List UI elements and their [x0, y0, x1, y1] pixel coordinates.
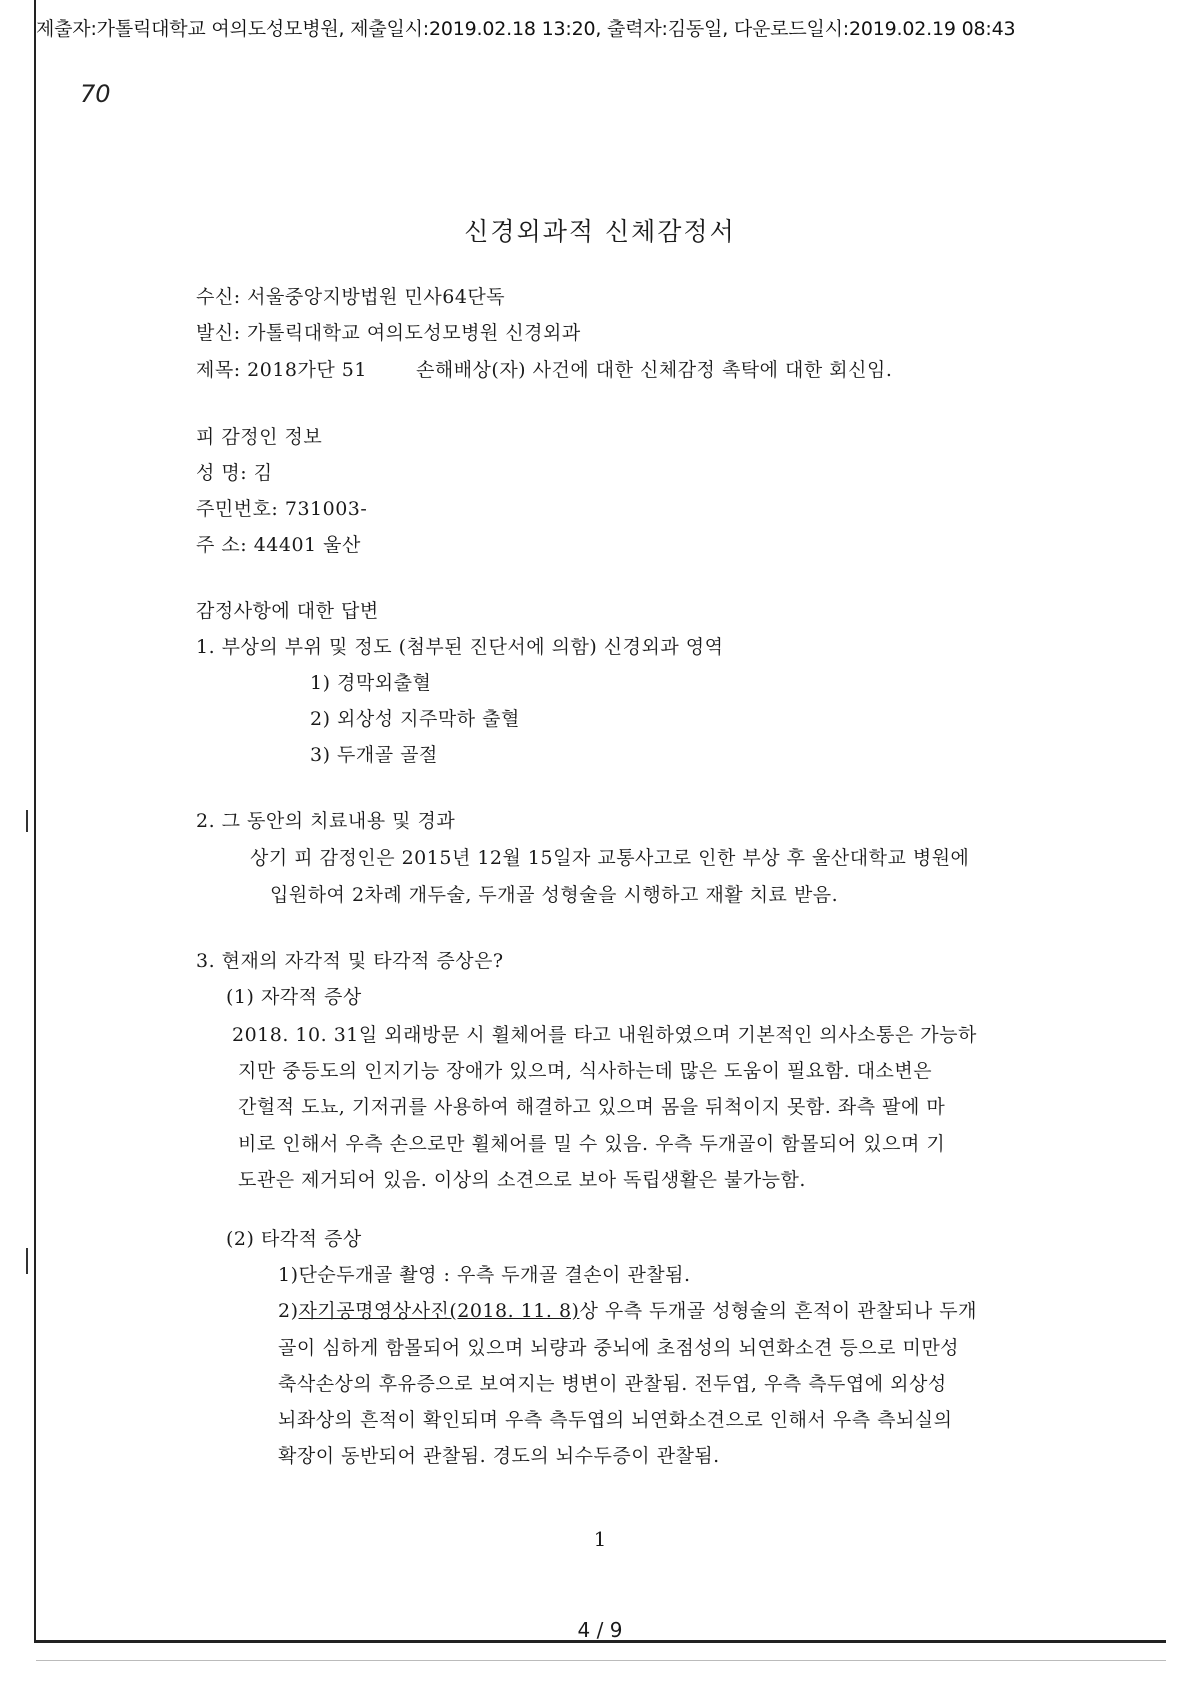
objective-mri-line: 축삭손상의 후유증으로 보여지는 병변이 관찰됨. 전두엽, 우측 측두엽에 외상성	[278, 1373, 947, 1395]
subjective-symptoms-line: 도관은 제거되어 있음. 이상의 소견으로 보아 독립생활은 불가능함.	[238, 1169, 806, 1191]
subjective-symptoms-line: 간헐적 도뇨, 기저귀를 사용하여 해결하고 있으며 몸을 뒤척이지 못함. 좌측 팔에 마	[238, 1096, 946, 1118]
margin-mark	[26, 810, 28, 832]
bottom-rule	[36, 1660, 1166, 1661]
subjective-symptoms-line: 비로 인해서 우측 손으로만 휠체어를 밀 수 있음. 우측 두개골이 함몰되어 있으며 기	[238, 1133, 946, 1155]
page-number: 1	[593, 1527, 607, 1551]
section1-item: 3) 두개골 골절	[310, 744, 438, 766]
document-title: 신경외과적 신체감정서	[464, 217, 736, 246]
id-number-line: 주민번호: 731003-	[196, 498, 368, 520]
subject-info-heading: 피 감정인 정보	[196, 426, 323, 448]
subject-line-prefix: 제목: 2018가단 51	[196, 359, 367, 381]
mri-date-reference: 자기공명영상사진(2018. 11. 8)	[298, 1300, 580, 1322]
objective-mri-line: 확장이 동반되어 관찰됨. 경도의 뇌수두증이 관찰됨.	[278, 1445, 720, 1467]
section2-line: 입원하여 2차례 개두술, 두개골 성형술을 시행하고 재활 치료 받음.	[270, 884, 839, 906]
section2-line: 상기 피 감정인은 2015년 12월 15일자 교통사고로 인한 부상 후 울산대학교 병원에	[250, 847, 970, 869]
handwritten-mark: 70	[80, 80, 111, 108]
section1-item: 1) 경막외출혈	[310, 672, 432, 694]
subjective-symptoms-line: 지만 중등도의 인지기능 장애가 있으며, 식사하는데 많은 도움이 필요함. 대소변은	[238, 1060, 933, 1082]
subject-line-suffix: 손해배상(자) 사건에 대한 신체감정 촉탁에 대한 회신임.	[416, 359, 893, 381]
subjective-symptoms-line: 2018. 10. 31일 외래방문 시 휠체어를 타고 내원하였으며 기본적인 의사소통은 가능하	[232, 1024, 977, 1046]
objective-item-xray: 1)단순두개골 촬영 : 우측 두개골 결손이 관찰됨.	[278, 1264, 691, 1286]
section2-heading: 2. 그 동안의 치료내용 및 경과	[196, 810, 456, 832]
objective-symptoms-heading: (2) 타각적 증상	[226, 1228, 362, 1250]
section1-heading: 1. 부상의 부위 및 정도 (첨부된 진단서에 의함) 신경외과 영역	[196, 636, 724, 658]
section1-item: 2) 외상성 지주막하 출혈	[310, 708, 520, 730]
section3-heading: 3. 현재의 자각적 및 타각적 증상은?	[196, 950, 504, 972]
name-line: 성 명: 김	[196, 462, 273, 484]
mri-item-number: 2)	[278, 1300, 299, 1322]
mri-item-text: 상 우측 두개골 성형술의 흔적이 관찰되나 두개	[579, 1300, 977, 1322]
sender-line: 발신: 가톨릭대학교 여의도성모병원 신경외과	[196, 322, 581, 344]
recipient-line: 수신: 서울중앙지방법원 민사64단독	[196, 286, 506, 308]
objective-item-mri	[278, 1296, 977, 1323]
page-counter: 4 / 9	[577, 1618, 623, 1642]
margin-mark	[26, 1248, 28, 1274]
address-line: 주 소: 44401 울산	[196, 534, 361, 556]
objective-mri-line: 골이 심하게 함몰되어 있으며 뇌량과 중뇌에 초점성의 뇌연화소견 등으로 미만성	[278, 1337, 960, 1359]
answers-heading: 감정사항에 대한 답변	[196, 600, 379, 622]
submission-header: 제출자:가톨릭대학교 여의도성모병원, 제출일시:2019.02.18 13:20, 출력자:김동일, 다운로드일시:2019.02.19 08:43	[36, 18, 1016, 40]
subjective-symptoms-heading: (1) 자각적 증상	[226, 986, 362, 1008]
objective-mri-line: 뇌좌상의 흔적이 확인되며 우측 측두엽의 뇌연화소견으로 인해서 우측 측뇌실의	[278, 1409, 953, 1431]
